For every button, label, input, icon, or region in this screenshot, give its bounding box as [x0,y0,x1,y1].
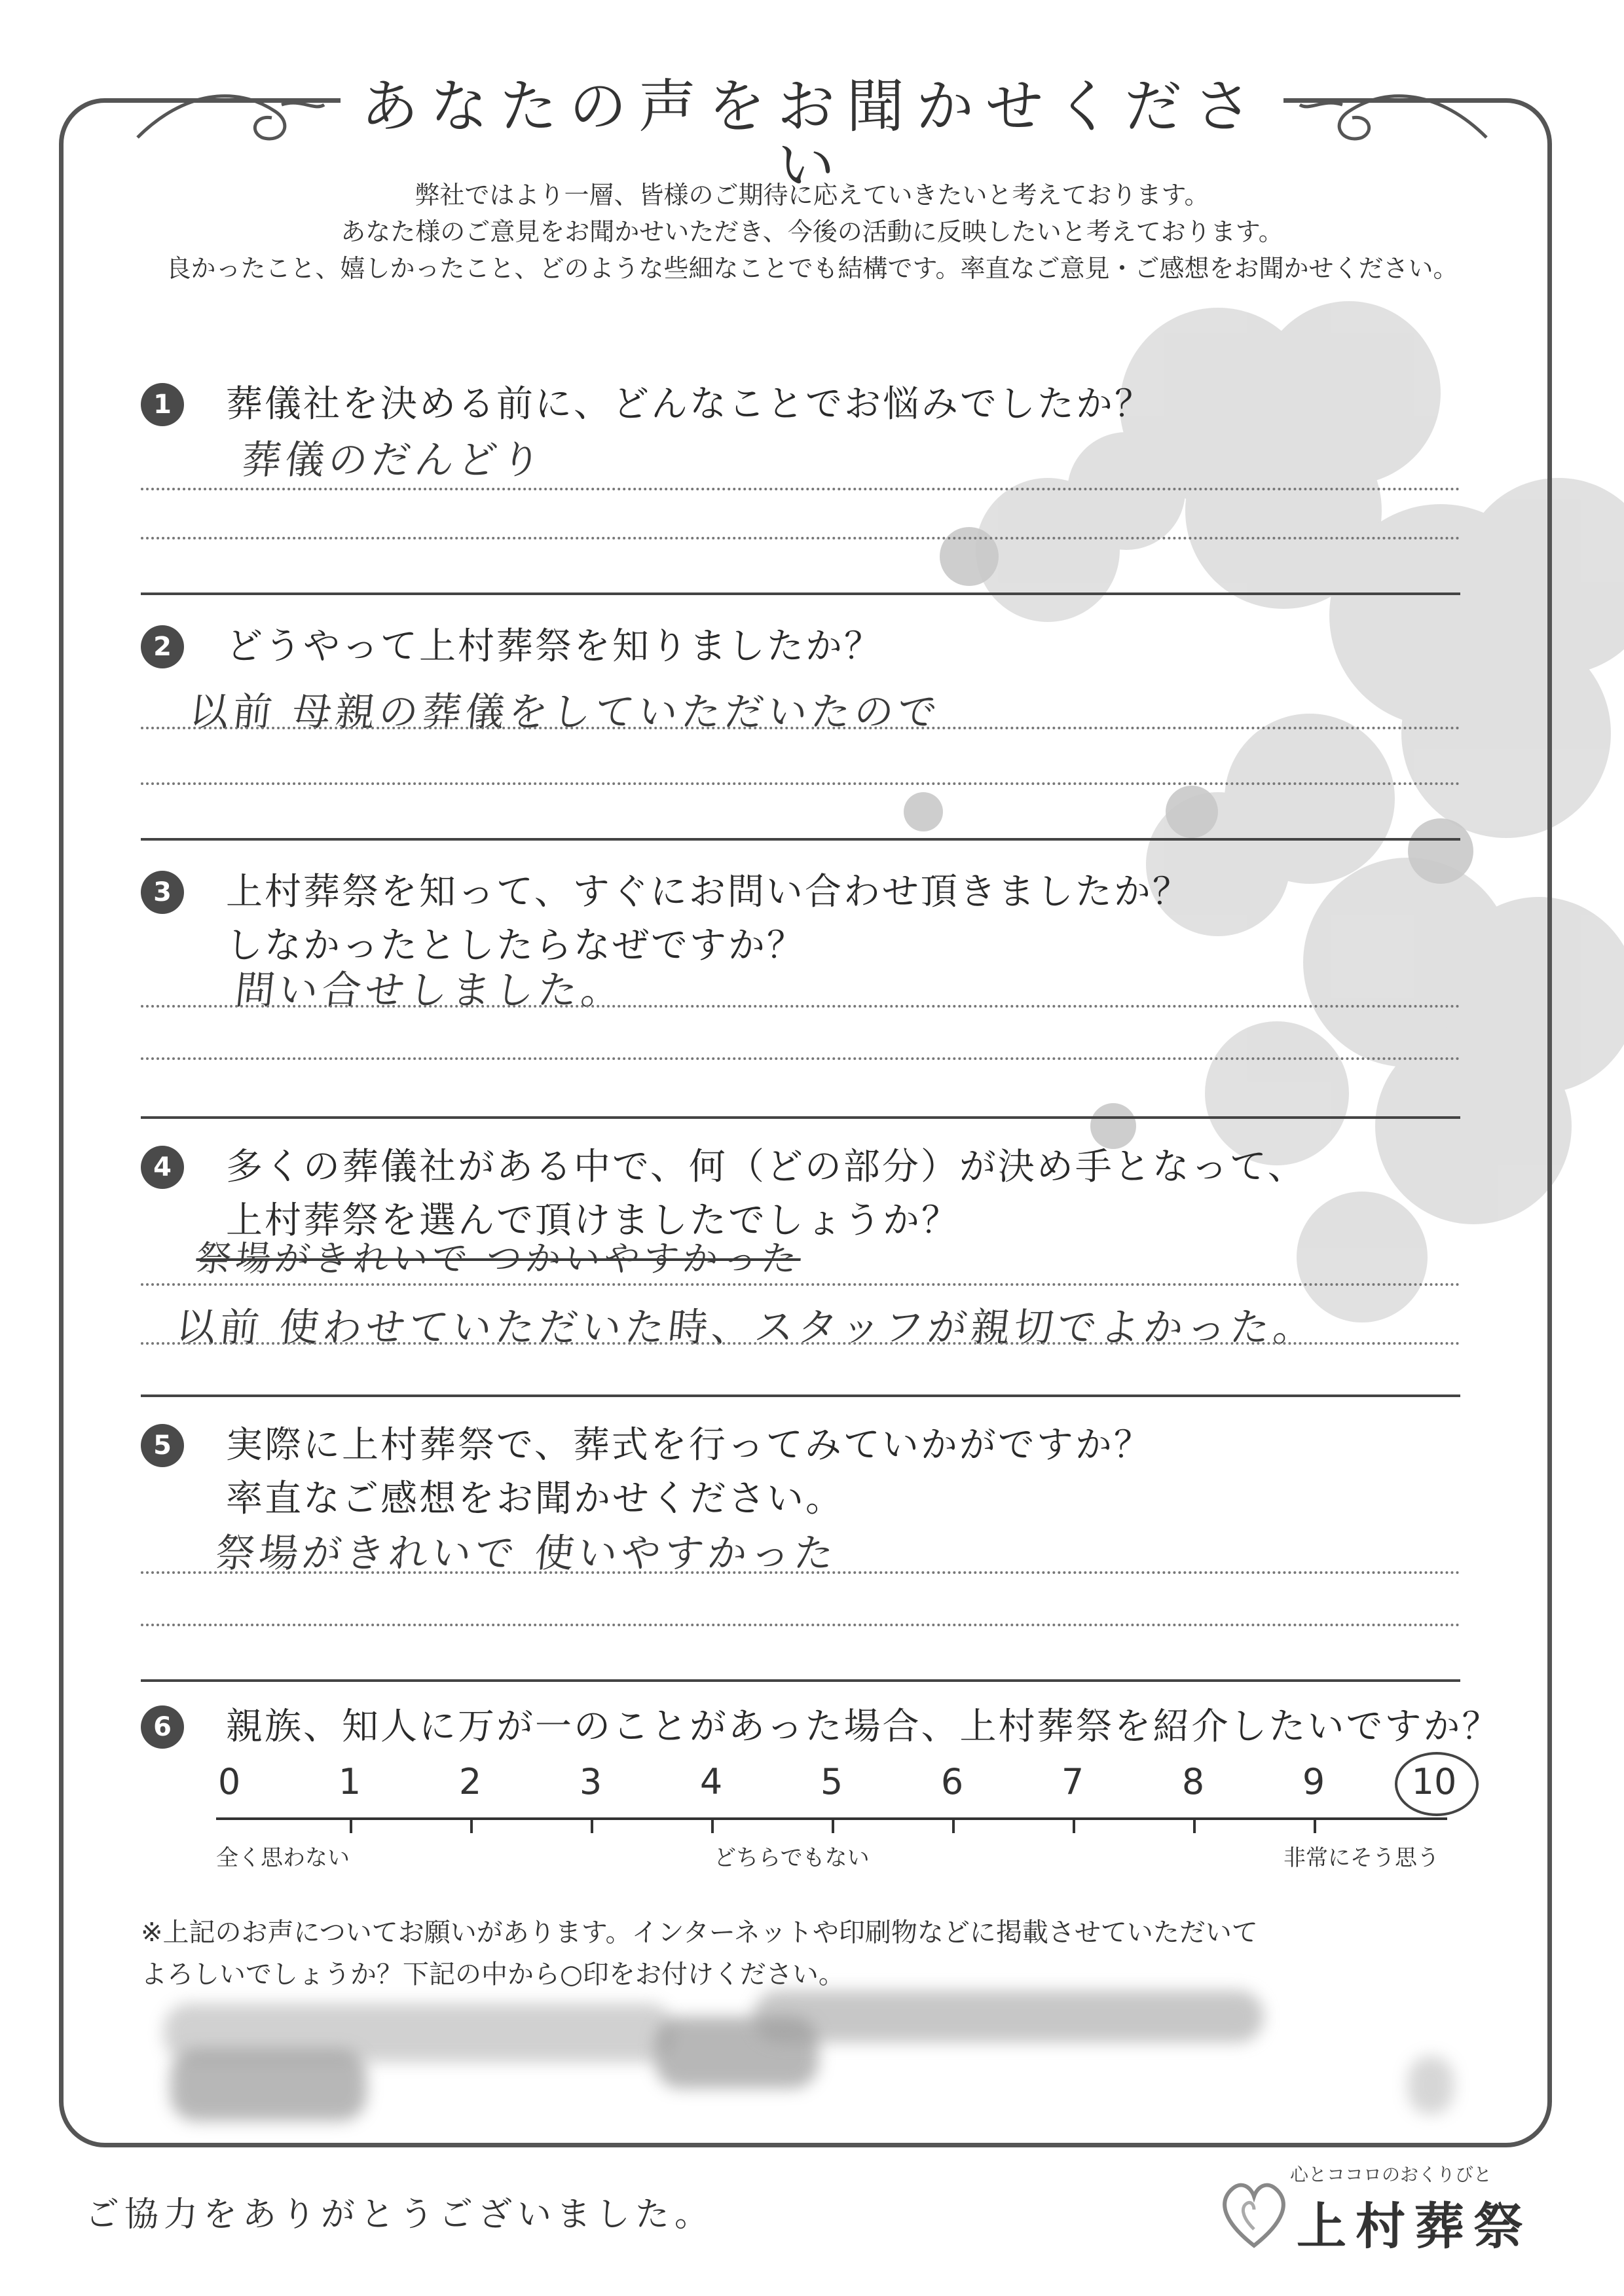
handwritten-answer: 以前 母親の葬儀をしていただいたので [187,689,944,735]
scale-tick-mark [1193,1817,1196,1833]
selected-rating-circle [1395,1752,1479,1816]
question-line: 多くの葬儀社がある中で、何（どの部分）が決め手となって、 [226,1146,1306,1188]
handwritten-answer: 葬儀のだんどり [239,437,547,483]
question-number-badge: 1 [141,383,184,426]
question-text: 葬儀社を決める前に、どんなことでお悩みでしたか？ [226,383,1153,426]
scale-tick-label: 0 [217,1761,241,1802]
brand-tagline: 心とココロのおくりびと [1290,2164,1492,2185]
rating-scale [216,1761,1457,1871]
scale-tick-mark [711,1817,714,1833]
handwritten-answer: 問い合せしました。 [232,968,627,1013]
scale-tick-mark [591,1817,593,1833]
left-swirl-ornament [131,79,327,151]
note-line: ※上記のお声についてお願いがあります。インターネットや印刷物などに掲載させていただいて [141,1918,1258,1948]
answer-line [141,537,1460,539]
intro-line: 良かったこと、嬉しかったこと、どのような些細なことでも結構です。率直なご意見・ご感想をお聞かせください。 [166,254,1458,283]
redacted-area [170,2049,367,2121]
question-line: 上村葬祭を知って、すぐにお問い合わせ頂きましたか？ [226,871,1191,913]
question-text [226,1419,1153,1526]
answer-line [141,488,1460,490]
question-line: 上村葬祭を選んで頂けましたでしょうか？ [226,1199,960,1242]
section-divider [141,838,1460,841]
question-text: どうやって上村葬祭を知りましたか？ [226,625,883,668]
answer-line [141,1624,1460,1626]
scale-tick-mark [470,1817,473,1833]
answer-line [141,727,1460,729]
section-divider [141,1116,1460,1119]
section-divider [141,1679,1460,1682]
heart-logo-icon [1218,2174,1290,2252]
answer-line [141,1571,1460,1574]
scale-tick-label: 8 [1181,1761,1205,1802]
scale-tick-label: 7 [1061,1761,1084,1802]
brand-name: 上村葬祭 [1297,2197,1532,2255]
intro-line: あなた様のご意見をお聞かせいただき、今後の活動に反映したいと考えております。 [341,217,1283,246]
question-number-badge: 6 [141,1705,184,1749]
scale-tick-mark [832,1817,834,1833]
scale-tick-label: 4 [699,1761,723,1802]
redacted-area [753,1990,1264,2043]
scale-tick-mark [1073,1817,1075,1833]
redacted-area [1408,2056,1454,2115]
question-line: 率直なご感想をお聞かせください。 [226,1478,844,1520]
question-number-badge: 4 [141,1146,184,1189]
scale-tick-label: 1 [338,1761,361,1802]
answer-line [141,782,1460,785]
section-divider [141,1394,1460,1397]
answer-line [141,1057,1460,1060]
scale-tick-label: 2 [458,1761,482,1802]
note-line: よろしいでしょうか？下記の中から○印をお付けください。 [141,1959,845,1990]
scale-label-high: 非常にそう思う [1283,1845,1439,1871]
question-number-badge: 3 [141,871,184,914]
scale-tick-label: 3 [579,1761,602,1802]
intro-line: 弊社ではより一層、皆様のご期待に応えていきたいと考えております。 [415,181,1209,210]
question-text: 親族、知人に万が一のことがあった場合、上村葬祭を紹介したいですか？ [226,1705,1501,1748]
struck-handwritten-answer: 祭場がきれいで つかいやすかった [194,1238,803,1279]
page-title: あなたの声をお聞かせください [360,73,1263,199]
question-line: 実際に上村葬祭で、葬式を行ってみていかがですか？ [226,1424,1153,1467]
answer-line [141,1283,1460,1286]
company-brand [1218,2160,1559,2265]
scale-tick-label: 10 [1411,1761,1457,1802]
scale-tick-mark [350,1817,352,1833]
scale-label-low: 全く思わない [216,1845,350,1871]
intro-text [118,177,1506,287]
answer-line [141,1342,1460,1345]
publication-consent-note [141,1912,1258,1995]
answer-line [141,1005,1460,1008]
section-divider [141,592,1460,595]
scale-tick-label: 9 [1302,1761,1325,1802]
thank-you-message: ご協力をありがとうございました。 [85,2195,714,2234]
scale-tick-label: 5 [820,1761,843,1802]
question-number-badge: 5 [141,1424,184,1467]
question-number-badge: 2 [141,625,184,668]
handwritten-answer: 祭場がきれいで 使いやすかった [213,1531,840,1576]
scale-tick-label: 6 [940,1761,964,1802]
question-text [226,866,1191,973]
right-swirl-ornament [1297,79,1493,151]
scale-tick-mark [1314,1817,1316,1833]
scale-label-mid: どちらでもない [714,1845,870,1871]
question-line: しなかったとしたらなぜですか？ [226,924,805,967]
scale-tick-mark [952,1817,955,1833]
handwritten-answer: 以前 使わせていただいた時、スタッフが親切でよかった。 [174,1305,1320,1351]
